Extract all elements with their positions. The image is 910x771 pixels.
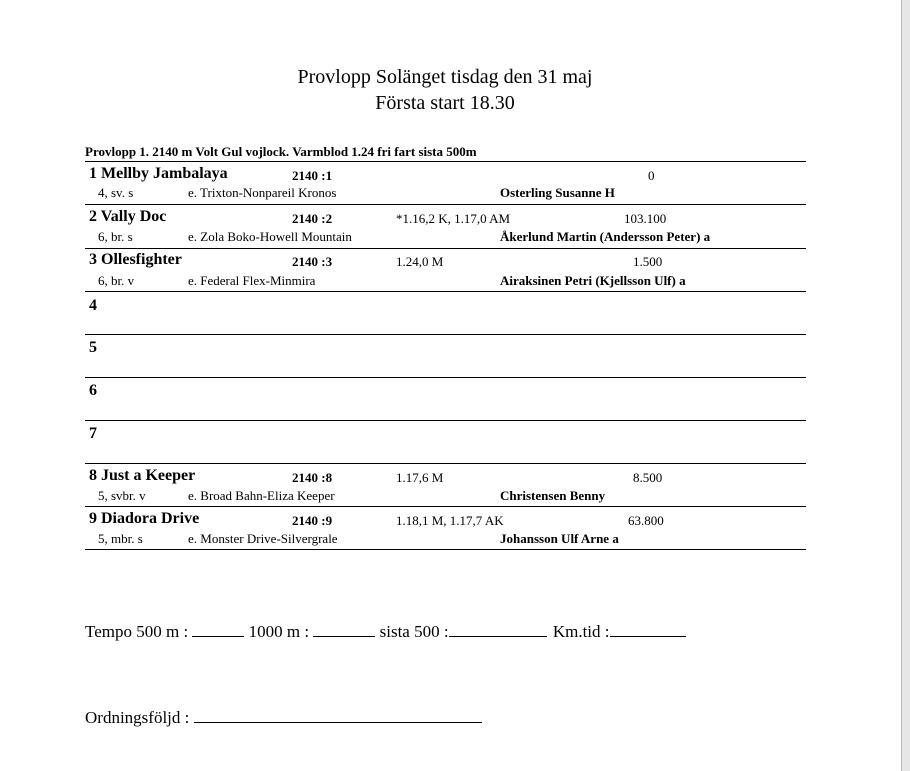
entry-name: 5 xyxy=(89,339,97,356)
entry-name: 4 xyxy=(89,297,97,314)
entry-distance: 2140 :1 xyxy=(292,168,333,183)
entry-distance: 2140 :9 xyxy=(292,513,333,528)
page-title: Provlopp Solänget tisdag den 31 maj xyxy=(297,66,593,88)
page-subtitle: Första start 18.30 xyxy=(375,92,515,114)
entry-rule xyxy=(85,506,806,507)
kmtid-label: Km.tid : xyxy=(552,622,610,641)
entry-distance: 2140 :2 xyxy=(292,211,333,226)
tempo-line xyxy=(85,622,686,642)
entry-age-sex: 5, svbr. v xyxy=(98,488,146,503)
kmtid-blank[interactable] xyxy=(610,622,686,637)
sista-500-label: sista 500 : xyxy=(379,622,449,641)
entry-driver: Osterling Susanne H xyxy=(500,185,615,200)
entry-pedigree: e. Monster Drive-Silvergrale xyxy=(188,531,338,546)
entry-name: 6 xyxy=(89,382,97,399)
entry-pedigree: e. Zola Boko-Howell Mountain xyxy=(188,229,352,244)
entry-name: 1 Mellby Jambalaya xyxy=(89,165,228,182)
entry-rule xyxy=(85,377,806,378)
entry-earnings: 1.500 xyxy=(633,254,663,269)
entry-age-sex: 5, mbr. s xyxy=(98,531,143,546)
race-header: Provlopp 1. 2140 m Volt Gul vojlock. Varmblod 1.24 fri fart sista 500m xyxy=(85,144,477,159)
entry-rule xyxy=(85,463,806,464)
tempo-500-blank[interactable] xyxy=(192,622,244,637)
sista-500-blank[interactable] xyxy=(449,622,547,637)
entry-rule xyxy=(85,291,806,292)
entry-name: 8 Just a Keeper xyxy=(89,467,196,484)
entry-driver: Åkerlund Martin (Andersson Peter) a xyxy=(500,229,711,244)
entry-earnings: 0 xyxy=(648,168,655,183)
entry-rule xyxy=(85,248,806,249)
page-edge xyxy=(901,0,910,771)
tempo-500-label: Tempo 500 m : xyxy=(85,622,189,641)
entry-earnings: 103.100 xyxy=(624,211,667,226)
entry-driver: Johansson Ulf Arne a xyxy=(500,531,619,546)
entry-distance: 2140 :3 xyxy=(292,254,333,269)
entry-name: 2 Vally Doc xyxy=(89,208,167,225)
ordning-line xyxy=(85,708,482,728)
entry-age-sex: 4, sv. s xyxy=(98,185,134,200)
entry-name: 3 Ollesfighter xyxy=(89,251,182,268)
entry-record: 1.24,0 M xyxy=(396,254,444,269)
entry-name: 7 xyxy=(89,425,97,442)
entry-pedigree: e. Federal Flex-Minmira xyxy=(188,273,316,288)
ordning-label: Ordningsföljd : xyxy=(85,708,190,727)
ordning-blank[interactable] xyxy=(194,708,482,723)
entry-rule xyxy=(85,420,806,421)
entry-driver: Airaksinen Petri (Kjellsson Ulf) a xyxy=(500,273,686,288)
entry-pedigree: e. Broad Bahn-Eliza Keeper xyxy=(188,488,335,503)
entry-name: 9 Diadora Drive xyxy=(89,510,200,527)
header-rule xyxy=(85,161,806,162)
entry-rule xyxy=(85,549,806,550)
entry-rule xyxy=(85,204,806,205)
entry-rule xyxy=(85,334,806,335)
entry-pedigree: e. Trixton-Nonpareil Kronos xyxy=(188,185,337,200)
entry-age-sex: 6, br. v xyxy=(98,273,135,288)
entry-record: 1.18,1 M, 1.17,7 AK xyxy=(396,513,504,528)
tempo-1000-label: 1000 m : xyxy=(248,622,310,641)
entry-earnings: 8.500 xyxy=(633,470,663,485)
entry-record: 1.17,6 M xyxy=(396,470,444,485)
entry-driver: Christensen Benny xyxy=(500,488,606,503)
entry-distance: 2140 :8 xyxy=(292,470,333,485)
entry-age-sex: 6, br. s xyxy=(98,229,133,244)
tempo-1000-blank[interactable] xyxy=(313,622,375,637)
entry-earnings: 63.800 xyxy=(628,513,664,528)
entry-record: *1.16,2 K, 1.17,0 AM xyxy=(396,211,511,226)
